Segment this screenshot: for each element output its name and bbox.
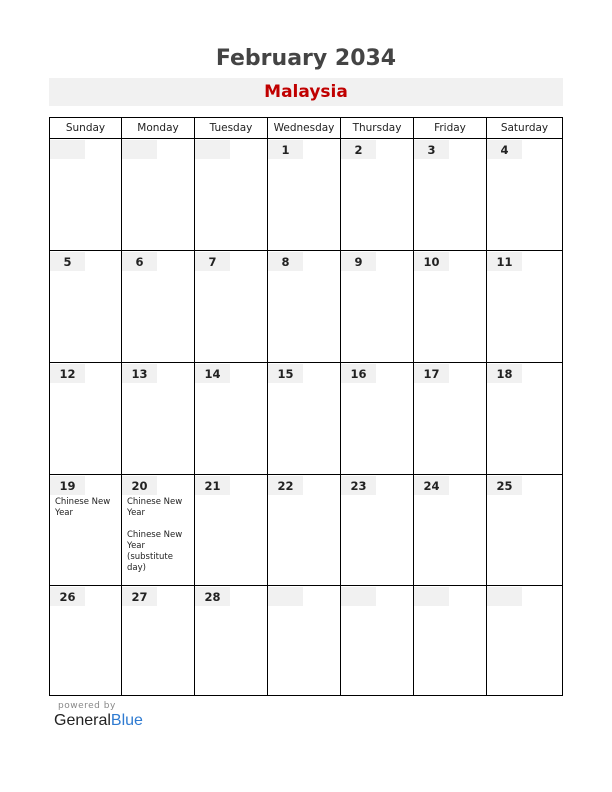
weekday-header-tuesday: Tuesday [195,118,268,139]
day-number [487,587,522,606]
weekday-header-friday: Friday [414,118,487,139]
day-cell[interactable] [50,475,122,586]
day-number: 8 [268,252,303,271]
day-cell[interactable] [414,251,487,363]
day-number: 7 [195,252,230,271]
day-number: 17 [414,364,449,383]
calendar-grid [49,117,563,696]
day-cell[interactable] [341,475,414,586]
day-cell[interactable] [341,139,414,251]
day-cell[interactable] [122,586,195,696]
day-number [122,140,157,159]
day-cell[interactable] [341,363,414,475]
page-title: February 2034 [215,46,397,71]
day-number [341,587,376,606]
day-number: 9 [341,252,376,271]
day-number: 2 [341,140,376,159]
day-number: 11 [487,252,522,271]
country-banner [49,78,563,106]
holiday-name: Chinese New Year (substitute day) [127,530,183,573]
day-number [50,140,85,159]
day-number: 19 [50,476,85,495]
day-cell[interactable] [195,586,268,696]
holiday-list [127,497,193,585]
holiday-name: Chinese New Year [55,497,111,518]
day-cell[interactable] [414,363,487,475]
day-cell[interactable] [195,139,268,251]
day-number [268,587,303,606]
day-number: 26 [50,587,85,606]
day-cell[interactable] [487,139,563,251]
day-number: 23 [341,476,376,495]
day-cell[interactable] [50,251,122,363]
day-number: 22 [268,476,303,495]
brand-blue: Blue [110,712,143,729]
day-number: 5 [50,252,85,271]
day-number: 14 [195,364,230,383]
day-cell[interactable] [414,586,487,696]
day-number: 13 [122,364,157,383]
day-cell[interactable] [341,586,414,696]
day-number: 24 [414,476,449,495]
day-number: 1 [268,140,303,159]
day-cell[interactable] [487,475,563,586]
weekday-header-monday: Monday [122,118,195,139]
day-cell[interactable] [268,586,341,696]
day-cell[interactable] [122,475,195,586]
day-cell[interactable] [195,251,268,363]
day-number: 15 [268,364,303,383]
day-cell[interactable] [414,139,487,251]
holiday-name: Chinese New Year [127,497,183,518]
generalblue-logo[interactable] [54,712,143,730]
day-cell[interactable] [122,251,195,363]
day-number: 25 [487,476,522,495]
day-number: 3 [414,140,449,159]
day-number: 10 [414,252,449,271]
day-cell[interactable] [50,363,122,475]
day-number: 27 [122,587,157,606]
day-cell[interactable] [268,251,341,363]
day-number: 4 [487,140,522,159]
day-number: 12 [50,364,85,383]
weekday-header-saturday: Saturday [487,118,563,139]
day-cell[interactable] [50,139,122,251]
day-cell[interactable] [268,363,341,475]
weekday-header-sunday: Sunday [50,118,122,139]
day-number [195,140,230,159]
day-cell[interactable] [487,251,563,363]
country-name: Malaysia [264,82,348,102]
day-cell[interactable] [487,363,563,475]
day-cell[interactable] [341,251,414,363]
day-cell[interactable] [268,139,341,251]
day-number [414,587,449,606]
day-number: 6 [122,252,157,271]
weekday-header-thursday: Thursday [341,118,414,139]
day-number: 21 [195,476,230,495]
weekday-header-wednesday: Wednesday [268,118,341,139]
day-cell[interactable] [268,475,341,586]
day-number: 18 [487,364,522,383]
brand-general: General [54,712,111,729]
day-cell[interactable] [122,363,195,475]
day-cell[interactable] [487,586,563,696]
day-number: 16 [341,364,376,383]
day-number: 20 [122,476,157,495]
day-number: 28 [195,587,230,606]
day-cell[interactable] [414,475,487,586]
day-cell[interactable] [122,139,195,251]
day-cell[interactable] [50,586,122,696]
powered-by-label: powered by [58,701,116,711]
day-cell[interactable] [195,363,268,475]
holiday-list [55,497,121,530]
day-cell[interactable] [195,475,268,586]
